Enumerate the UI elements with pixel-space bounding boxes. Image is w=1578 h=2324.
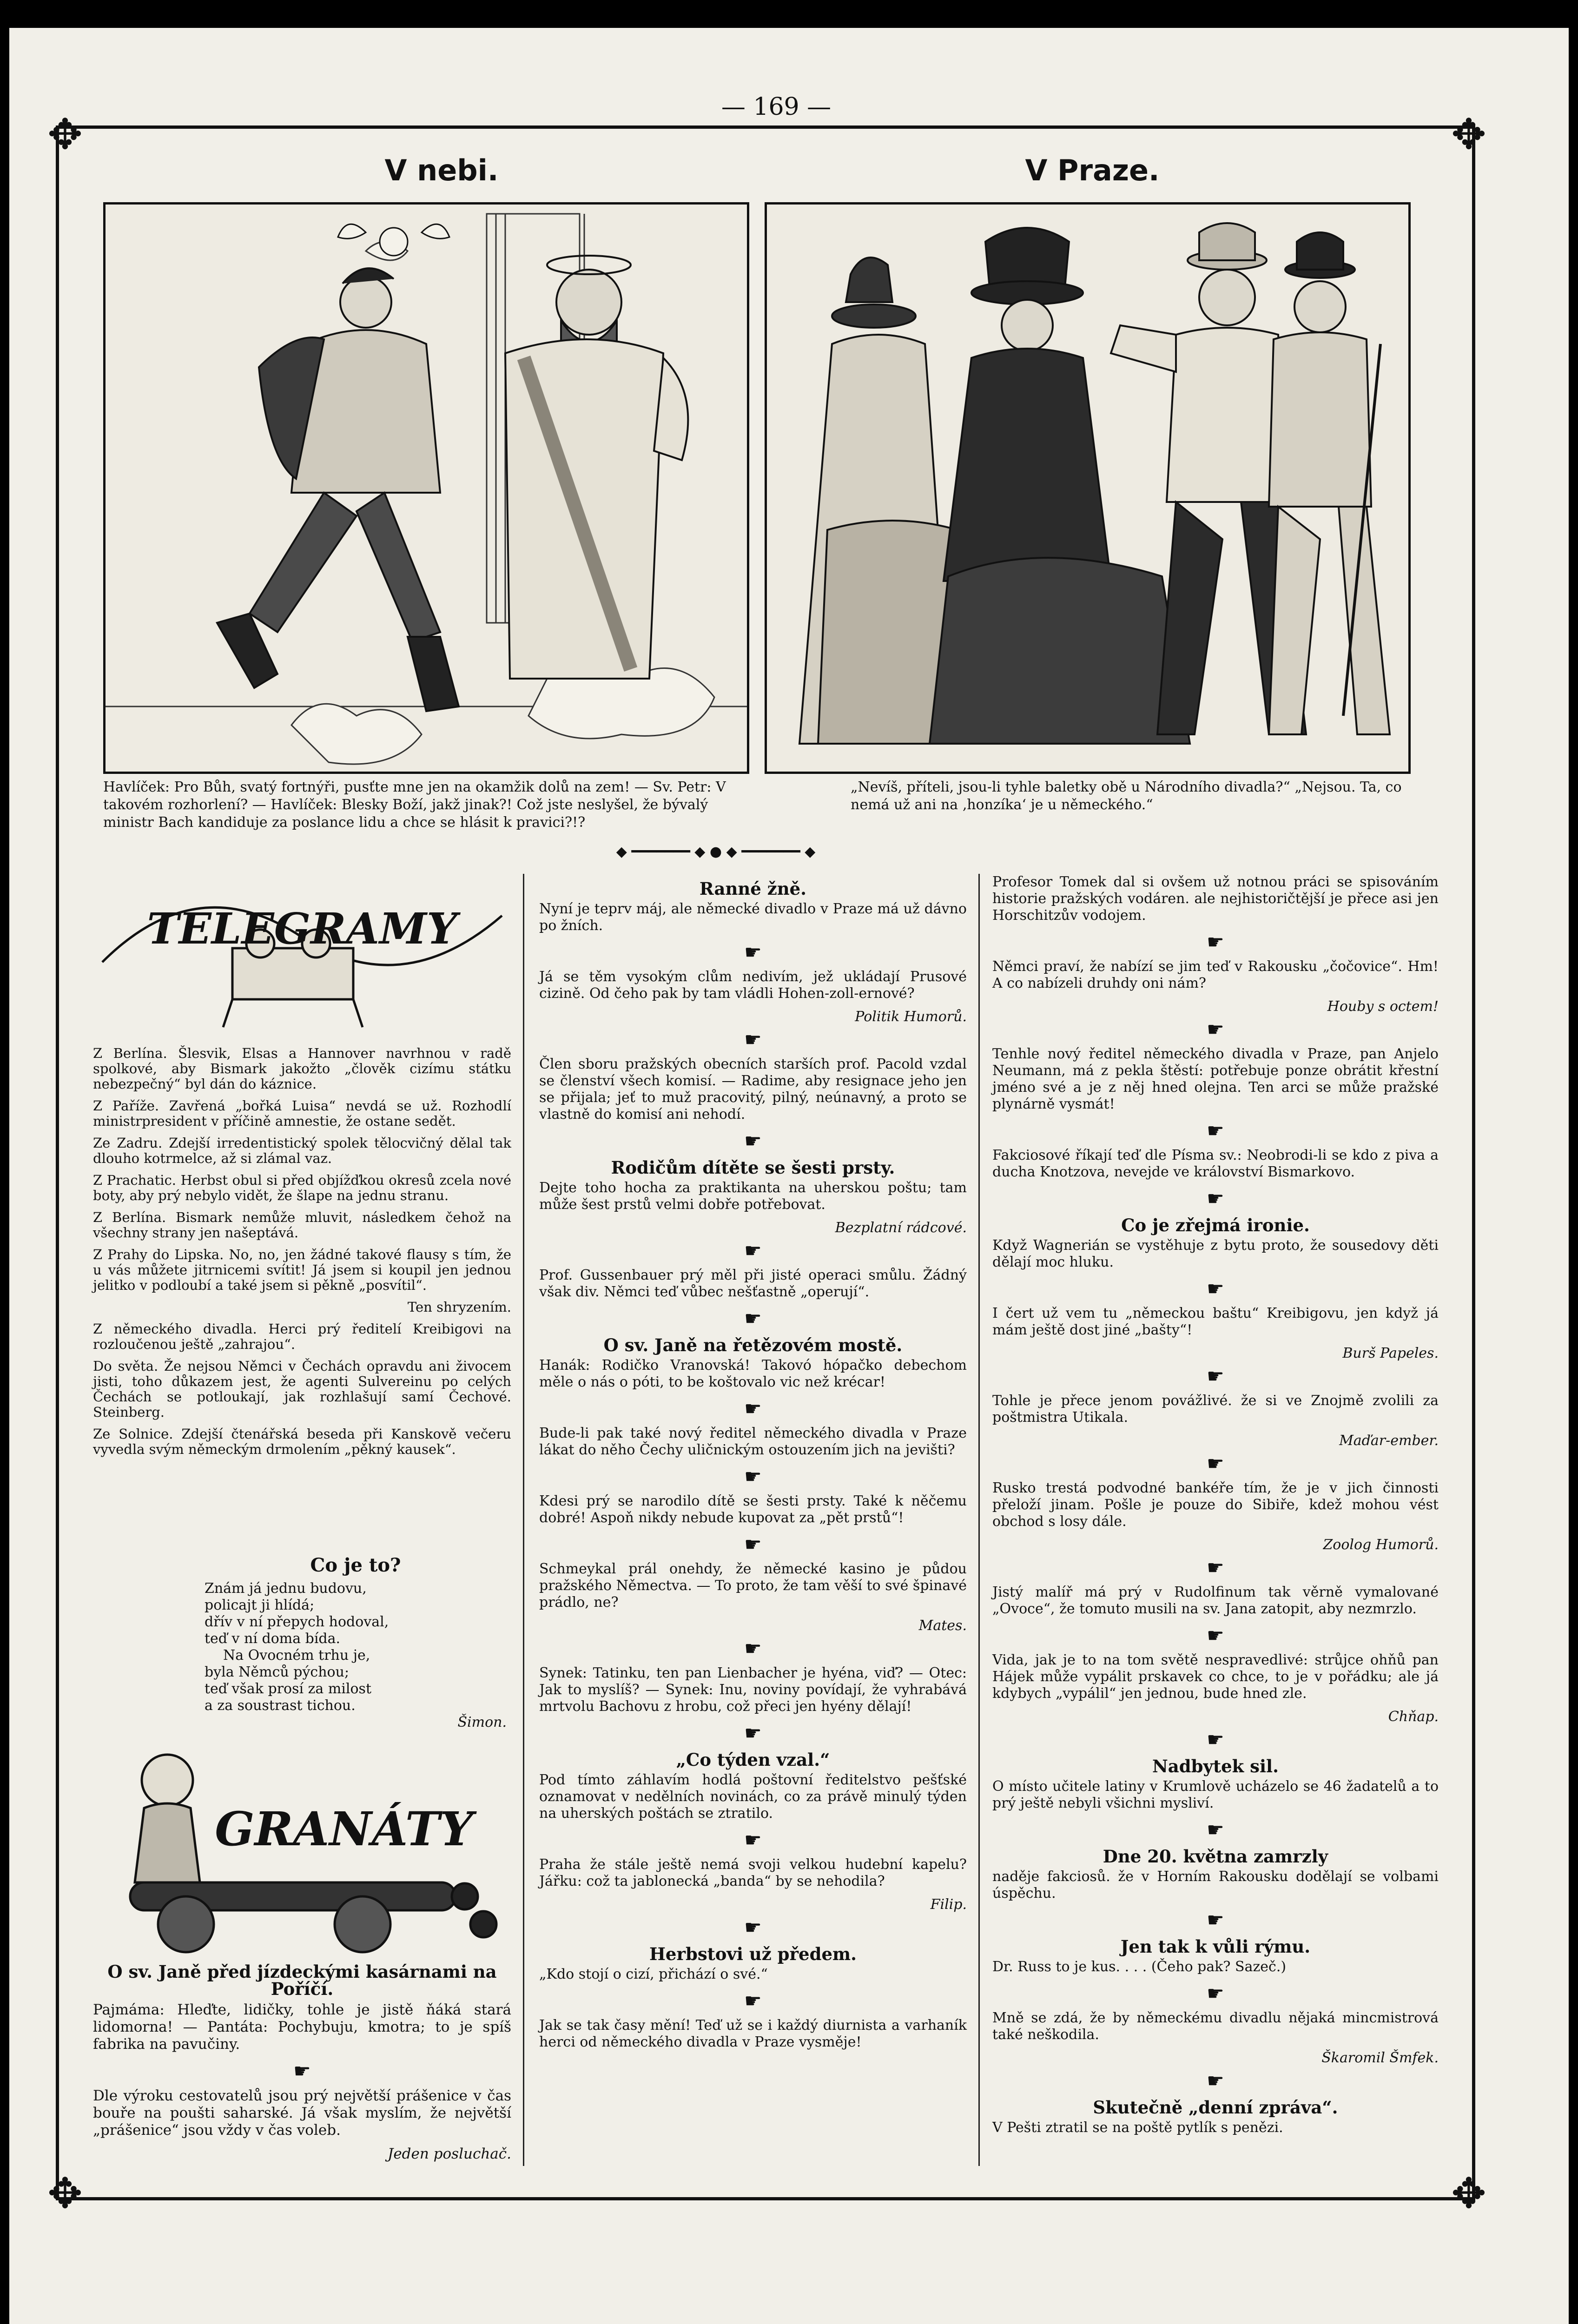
middle-item-text: Bude-li pak také nový ředitel německého divadla v Praze lákat do něho Čechy uličnickým ostouzením jich na jevišti? xyxy=(539,1425,967,1458)
middle-item-signature: Filip. xyxy=(930,1896,967,1913)
middle-item-text: Pod tímto záhlavím hodlá poštovní ředitelstvo pešťské oznamovat v nedělních novinách, co za právě minulý týden na uherských poštách se ztratilo. xyxy=(539,1772,967,1822)
poem-title: Co je to? xyxy=(310,1554,401,1576)
poem-line: dřív v ní přepych hodoval, xyxy=(205,1614,389,1630)
poem-signature: Šimon. xyxy=(457,1714,507,1730)
middle-item-signature: Bezplatní rádcové. xyxy=(835,1220,967,1236)
right-item-signature: Chňap. xyxy=(1388,1709,1439,1725)
right-item-title: Dne 20. května zamrzly xyxy=(1103,1846,1328,1867)
cartoon-heaven-illustration xyxy=(103,202,749,774)
cartoon-heading-heaven: V nebi. xyxy=(384,153,499,187)
article-paragraph: Pajmáma: Hleďte, lidičky, tohle je jistě ňáká stará lidomorna! — Pantáta: Pochybuju, kmotra; to je spíš fabrika na pavučiny. xyxy=(93,2001,511,2053)
pointing-hand-icon: ☛ xyxy=(1207,1908,1224,1931)
cartoon-heaven-drawing xyxy=(106,205,747,772)
middle-item-text: Kdesi prý se narodilo dítě se šesti prsty. Také k něčemu dobré! Aspoň nikdy nebude kupovat za „pět prstů“! xyxy=(539,1493,967,1526)
pointing-hand-icon: ☛ xyxy=(293,2060,311,2082)
middle-item-text: Praha že stále ještě nemá svoji velkou hudební kapelu? Jářku: což ta jablonecká „banda“ by se nehodila? xyxy=(539,1856,967,1889)
right-item-text: V Pešti ztratil se na poště pytlík s penězi. xyxy=(992,2119,1283,2136)
middle-item-text: Dejte toho hocha za praktikanta na uherskou poštu; tam může šest prstů velmi dobře potřebovat. xyxy=(539,1180,967,1213)
right-item-text: I čert už vem tu „německou baštu“ Kreibigovu, jen když já mám ještě dost jiné „bašty“! xyxy=(992,1305,1439,1338)
telegram-item: Z Prahy do Lipska. No, no, jen žádné takové flausy s tím, že u vás můžete jitrnicemi svítit! Já jsem si koupil jen jednou jelitko v podloubí a také jsem si pěkně „posvítil“. xyxy=(93,1247,511,1293)
page-number: — 169 — xyxy=(721,93,832,121)
right-column xyxy=(992,874,1439,2143)
pointing-hand-icon: ☛ xyxy=(1207,1982,1224,2005)
telegram-item: Z Prachatic. Herbst obul si před objížďkou okresů zcela nové boty, aby prý nebylo vidět, že šlape na jednu stranu. xyxy=(93,1172,511,1203)
right-item-text: Když Wagnerián se vystěhuje z bytu proto, že sousedovy děti dělají moc hluku. xyxy=(992,1237,1439,1270)
middle-item-title: O sv. Janě na řetězovém mostě. xyxy=(603,1335,903,1355)
pointing-hand-icon: ☛ xyxy=(744,1307,762,1330)
poem-line: policajt ji hlídá; xyxy=(205,1597,315,1613)
right-item-text: naděje fakciosů. že v Horním Rakousku dodělají se volbami úspěchu. xyxy=(992,1868,1439,1901)
cartoon-prague-caption: „Nevíš, příteli, jsou-li tyhle baletky obě u Národního divadla?“ „Nejsou. Ta, co nemá už ani na ‚honzíka‘ je u německého.“ xyxy=(851,779,1402,813)
granaty-title: GRANÁTY xyxy=(215,1802,473,1856)
poem-line: Znám já jednu budovu, xyxy=(205,1580,367,1597)
telegram-item: Do světa. Že nejsou Němci v Čechách opravdu ani živocem jisti, toho důkazem jest, že agenti Sulvereinu po celých Čechách se potloukají, jak rozhlašují samí Čechové. Steinberg. xyxy=(93,1358,511,1420)
middle-item-signature: Mates. xyxy=(918,1618,967,1634)
right-item-text: Tenhle nový ředitel německého divadla v Praze, pan Anjelo Neumann, má z pekla štěstí: potřebuje ponze obrátit křestní jméno své a je z něj hned olejna. Ten arci se může pražské plynárně vysmát! xyxy=(992,1046,1439,1112)
telegramy-title: TELEGRAMY xyxy=(147,904,457,954)
cartoon-prague-illustration xyxy=(765,202,1411,774)
right-item-text: Vida, jak je to na tom světě nespravedlivé: strůjce ohňů pan Hájek může vypálit prskavek co chce, to je v pořádku; ale já kdybych „vypálil“ jen jednou, bude hned zle. xyxy=(992,1652,1439,1702)
column-rule xyxy=(523,874,524,2166)
cartoon-prague-drawing xyxy=(767,205,1408,772)
middle-item-text: Já se těm vysokým clům nedivím, jež ukládají Prusové cizině. Od čeho pak by tam vládli Hohen-zoll-ernové? xyxy=(539,969,967,1002)
telegramy-column xyxy=(93,1046,511,1464)
telegramy-title-illustration xyxy=(93,892,511,1032)
right-item-signature: Škaromil Šmfek. xyxy=(1321,2050,1439,2066)
right-item-text: Dr. Russ to je kus. . . . (Čeho pak? Sazeč.) xyxy=(992,1959,1287,1975)
pointing-hand-icon: ☛ xyxy=(744,1533,762,1556)
pointing-hand-icon: ☛ xyxy=(744,1722,762,1744)
middle-item-text: „Kdo stojí o cizí, přichází o své.“ xyxy=(539,1966,768,1982)
article-signature: Jeden posluchač. xyxy=(387,2146,511,2162)
middle-item-text: Člen sboru pražských obecních starších prof. Pacold vzdal se členství všech komisí. — Radime, aby resignace jeho jen se přijala; jeť to muž pracovitý, pilný, neúnavný, a proto se vlastně do komisí ani nehodí. xyxy=(539,1056,967,1122)
poem-line: a za soustrast tichou. xyxy=(205,1697,356,1714)
middle-item-text: Schmeykal prál onehdy, že německé kasino je půdou pražského Němectva. — To proto, že tam věší to své špinavé prádlo, ne? xyxy=(539,1561,967,1611)
article-title: O sv. Janě před jízdeckými kasárnami na Poříčí. xyxy=(107,1961,497,1999)
telegram-item: Z Paříže. Zavřená „bořká Luisa“ nevdá se už. Rozhodlí ministrpresident v příčině amnestie, že ostane sedět. xyxy=(93,1098,511,1129)
right-item-text: Mně se zdá, že by německému divadlu nějaká mincmistrová také neškodila. xyxy=(992,2010,1439,2043)
pointing-hand-icon: ☛ xyxy=(1207,1187,1224,1210)
right-item-text: Rusko trestá podvodné bankéře tím, že je v jich činnosti přeloží jinam. Pošle je pouze do Sibiře, kdež mohou vést obchod s losy dále. xyxy=(992,1480,1439,1530)
pointing-hand-icon: ☛ xyxy=(1207,1624,1224,1647)
right-item-title: Skutečně „denní zpráva“. xyxy=(1093,2097,1338,2118)
right-item-text: Profesor Tomek dal si ovšem už notnou práci se spisováním historie pražských vodáren. ale nejhistoričtější je přece asi jen Horschitzův vodojem. xyxy=(992,874,1439,924)
right-item-signature: Burš Papeles. xyxy=(1342,1345,1439,1361)
middle-item-text: Synek: Tatinku, ten pan Lienbacher je hyéna, viď? — Otec: Jak to myslíš? — Synek: Inu, noviny povídají, že vyhrabává mrtvolu Bachovu z hrobu, což přeci jen hyény dělají! xyxy=(539,1665,967,1715)
pointing-hand-icon: ☛ xyxy=(1207,1119,1224,1142)
pointing-hand-icon: ☛ xyxy=(1207,1728,1224,1751)
pointing-hand-icon: ☛ xyxy=(1207,1018,1224,1041)
middle-item-title: Rodičům dítěte se šesti prsty. xyxy=(611,1157,895,1178)
pointing-hand-icon: ☛ xyxy=(744,1637,762,1660)
section-divider-ornament: ◆ ━━━━━━━ ◆ ● ◆ ━━━━━━━ ◆ xyxy=(616,844,816,860)
right-item-signature: Zoolog Humorů. xyxy=(1323,1537,1439,1553)
pointing-hand-icon: ☛ xyxy=(744,1916,762,1939)
pointing-hand-icon: ☛ xyxy=(1207,1556,1224,1579)
pointing-hand-icon: ☛ xyxy=(744,1028,762,1051)
pointing-hand-icon: ☛ xyxy=(744,1989,762,2012)
right-item-title: Nadbytek sil. xyxy=(1152,1756,1279,1776)
pointing-hand-icon: ☛ xyxy=(1207,1452,1224,1475)
middle-item-text: Hanák: Rodičko Vranovská! Takovó hópačko debechom měle o nás o póti, to be koštovalo vic než krécar! xyxy=(539,1357,967,1390)
middle-item-text: Nyní je teprv máj, ale německé divadlo v Praze má už dávno po žních. xyxy=(539,901,967,934)
telegram-item: Z Berlína. Bismark nemůže mluvit, následkem čehož na všechny strany jen našeptává. xyxy=(93,1209,511,1241)
poem-line: teď v ní doma bída. xyxy=(205,1631,341,1647)
pointing-hand-icon: ☛ xyxy=(744,1829,762,1851)
right-item-text: Němci praví, že nabízí se jim teď v Rakousku „čočovice“. Hm! A co nabízeli druhdy oni nám? xyxy=(992,958,1439,991)
right-item-signature: Maďar-ember. xyxy=(1339,1433,1439,1449)
telegram-item: Ze Zadru. Zdejší irredentistický spolek tělocvičný dělal tak dlouho kotrmelce, až si zlámal vaz. xyxy=(93,1135,511,1166)
middle-item-title: „Co týden vzal.“ xyxy=(676,1750,830,1770)
corner-ornament-icon: ✥ xyxy=(1451,2169,1486,2218)
telegram-item: Z Berlína. Šlesvik, Elsas a Hannover navrhnou v radě spolkové, aby Bismark jakožto „člověk cizímu státku nebezpečný“ byl dán do káznice. xyxy=(93,1045,511,1092)
corner-ornament-icon: ✥ xyxy=(1451,110,1486,159)
right-item-text: Jistý malíř má prý v Rudolfinum tak věrně vymalované „Ovoce“, že tomuto musili na sv. Jana zatopit, aby nezmrzlo. xyxy=(992,1584,1439,1617)
left-article xyxy=(93,1957,511,2163)
right-item-title: Co je zřejmá ironie. xyxy=(1121,1215,1310,1235)
pointing-hand-icon: ☛ xyxy=(1207,1277,1224,1300)
middle-column xyxy=(539,874,967,2057)
middle-item-text: Jak se tak časy mění! Teď už se i každý diurnista a varhaník herci od německého divadla v Praze vysměje! xyxy=(539,2017,967,2050)
poem-line: teď však prosí za milost xyxy=(205,1681,372,1697)
pointing-hand-icon: ☛ xyxy=(1207,2069,1224,2092)
pointing-hand-icon: ☛ xyxy=(744,1465,762,1488)
pointing-hand-icon: ☛ xyxy=(1207,1365,1224,1387)
telegram-item: Ze Solnice. Zdejší čtenářská beseda při Kanskově večeru vyvedla svým německým drmolením „pěkný kausek“. xyxy=(93,1426,511,1457)
middle-item-text: Prof. Gussenbauer prý měl při jisté operaci smůlu. Žádný však div. Němci teď vůbec nešťastně „operují“. xyxy=(539,1267,967,1300)
telegram-item: Z německého divadla. Herci prý ředitelí Kreibigovi na rozloučenou ještě „zahrajou“. xyxy=(93,1321,511,1352)
right-item-text: Fakciosové říkají teď dle Písma sv.: Neobrodi-li se kdo z piva a ducha Knotzova, nevejde ve království Bismarkovo. xyxy=(992,1147,1439,1180)
pointing-hand-icon: ☛ xyxy=(744,1239,762,1262)
corner-ornament-icon: ✥ xyxy=(47,110,83,159)
middle-item-title: Herbstovi už předem. xyxy=(649,1944,857,1964)
pointing-hand-icon: ☛ xyxy=(744,941,762,964)
column-rule xyxy=(978,874,980,2166)
right-item-text: Tohle je přece jenom povážlivé. že si ve Znojmě zvolili za poštmistra Utikala. xyxy=(992,1393,1439,1426)
middle-item-signature: Politik Humorů. xyxy=(855,1009,967,1025)
cartoon-heading-prague: V Praze. xyxy=(1025,153,1160,187)
poem-line: byla Němců pýchou; xyxy=(205,1664,350,1680)
corner-ornament-icon: ✥ xyxy=(47,2169,83,2218)
granaty-title-illustration xyxy=(102,1729,511,1961)
cartoon-heaven-caption: Havlíček: Pro Bůh, svatý fortnýři, pusťte mne jen na okamžik dolů na zem! — Sv. Petr: V takovém rozhorlení? — Havlíček: Blesky Boží, jakž jinak?! Což jste neslyšel, že bývalý ministr Bach kandiduje za poslance lidu a chce se hlásit k pravici?!? xyxy=(103,779,726,831)
poem-co-je-to xyxy=(205,1554,507,1731)
right-item-signature: Houby s octem! xyxy=(1327,998,1439,1015)
pointing-hand-icon: ☛ xyxy=(744,1397,762,1420)
pointing-hand-icon: ☛ xyxy=(1207,931,1224,953)
right-item-text: O místo učitele latiny v Krumlově ucházelo se 46 žadatelů a to prý ještě nebyli všichni mysliví. xyxy=(992,1778,1439,1811)
middle-item-title: Ranné žně. xyxy=(699,878,807,899)
article-paragraph: Dle výroku cestovatelů jsou prý největší prášenice v čas bouře na poušti saharské. Já však myslím, že největší „prášenice“ jsou vždy v čas voleb. xyxy=(93,2087,511,2139)
poem-line: Na Ovocném trhu je, xyxy=(223,1647,370,1664)
pointing-hand-icon: ☛ xyxy=(744,1129,762,1152)
pointing-hand-icon: ☛ xyxy=(1207,1818,1224,1841)
right-item-title: Jen tak k vůli rýmu. xyxy=(1120,1936,1311,1957)
telegram-item: Ten shryzením. xyxy=(407,1299,511,1315)
